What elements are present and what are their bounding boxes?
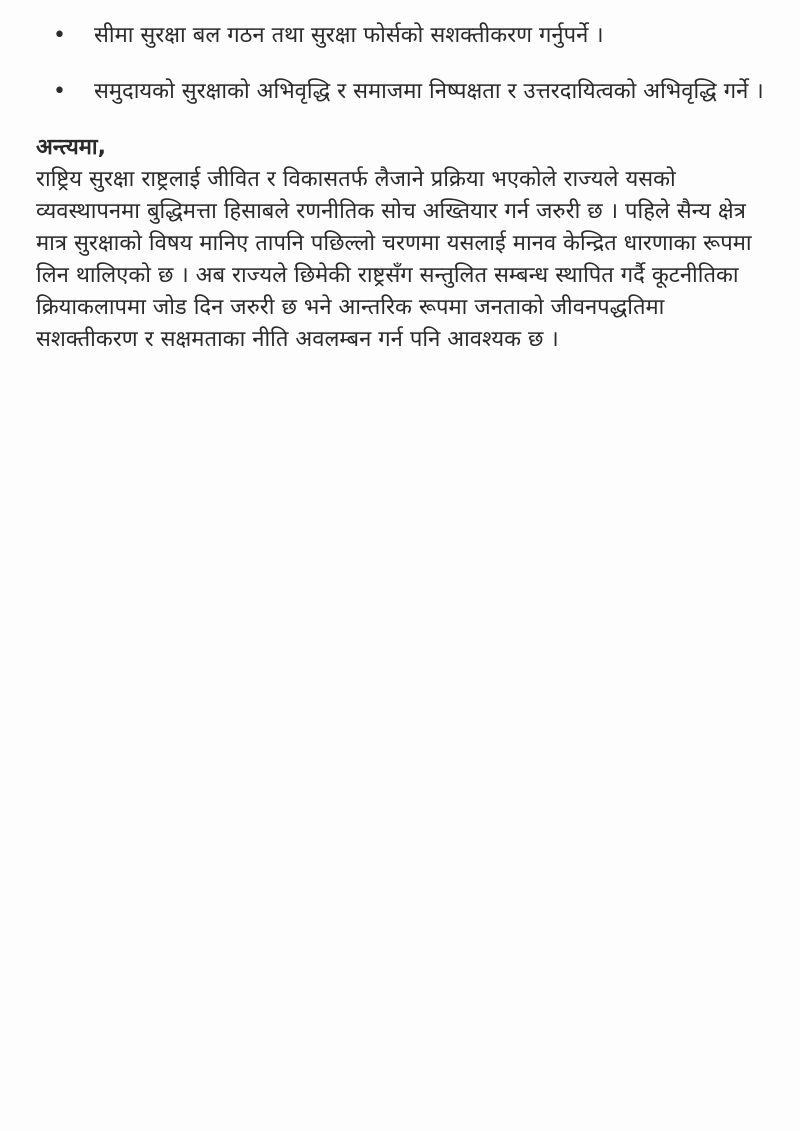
bullet-marker: • [53, 23, 66, 48]
bullet-marker: • [53, 79, 66, 104]
conclusion-paragraph: राष्ट्रिय सुरक्षा राष्ट्रलाई जीवित र विकासतर्फ लैजाने प्रक्रिया भएकोले राज्यले यसको व्यवस्थापनमा बुद्धिमत्ता हिसाबले रणनीतिक सोच अख्तियार गर्न जरुरी छ । पहिले सैन्य क्षेत्र मात्र सुरक्षाको विषय मानिए तापनि पछिल्लो चरणमा यसलाई मानव केन्द्रित धारणाका रूपमा लिन थालिएको छ । अब राज्यले छिमेकी राष्ट्रसँग सन्तुलित सम्बन्ध स्थापित गर्दै कूटनीतिका क्रियाकलापमा जोड दिन जरुरी छ भने आन्तरिक रूपमा जनताको जीवनपद्धतिमा सशक्तीकरण र सक्षमताका नीति अवलम्बन गर्न पनि आवश्यक छ । [36, 167, 752, 352]
list-item [36, 76, 766, 108]
list-item [36, 20, 766, 52]
document-page [36, 20, 766, 356]
bullet-text: समुदायको सुरक्षाको अभिवृद्धि र समाजमा निष्पक्षता र उत्तरदायित्वको अभिवृद्धि गर्ने । [94, 79, 764, 104]
conclusion-heading: अन्त्यमा, [36, 135, 106, 160]
bullet-list [36, 20, 766, 108]
bullet-text: सीमा सुरक्षा बल गठन तथा सुरक्षा फोर्सको सशक्तीकरण गर्नुपर्ने । [94, 23, 604, 48]
